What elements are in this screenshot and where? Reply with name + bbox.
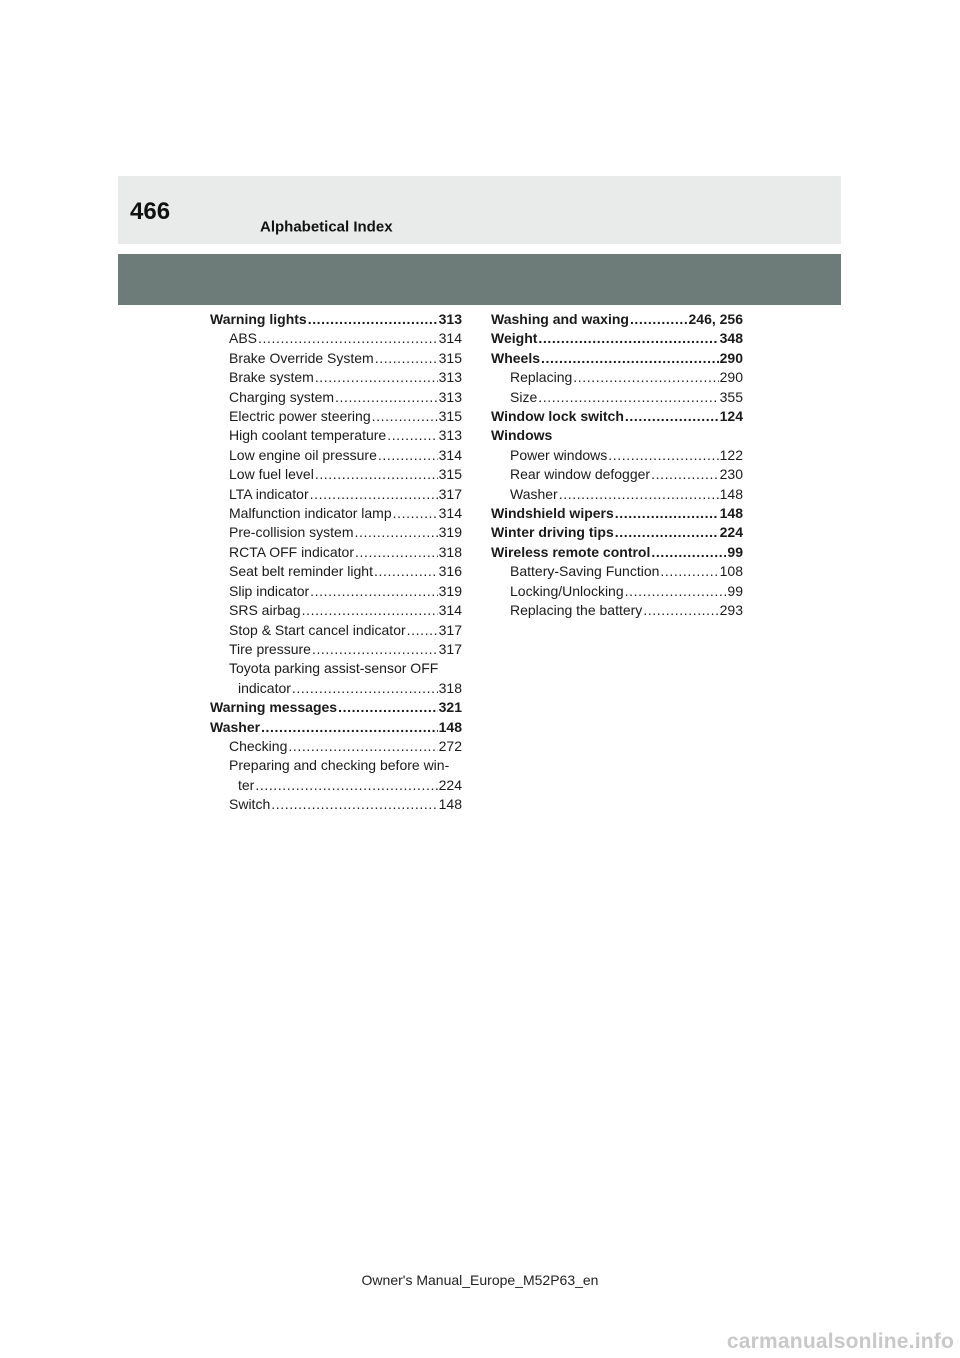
index-entry-label: Tire pressure — [229, 640, 311, 657]
index-entry-label: Weight — [491, 330, 538, 347]
index-entry-page: 318 — [438, 679, 462, 696]
index-entry-label: Replacing the battery — [510, 602, 643, 619]
dot-leader — [310, 485, 438, 504]
dot-leader — [338, 698, 438, 717]
index-entry-label: Seat belt reminder light — [229, 563, 373, 580]
index-entry-page: 317 — [438, 640, 462, 657]
index-entry[interactable] — [210, 446, 462, 465]
index-entry[interactable] — [491, 562, 743, 581]
index-entry-page: 314 — [438, 330, 462, 347]
index-entry-page: 314 — [438, 505, 462, 522]
index-entry-page: 313 — [438, 427, 462, 444]
index-entry-page: 148 — [719, 485, 743, 502]
index-entry[interactable] — [491, 485, 743, 504]
dot-leader — [355, 543, 438, 562]
index-entry-label: Slip indicator — [229, 582, 310, 599]
index-entry-page: 313 — [438, 369, 462, 386]
index-entry[interactable] — [210, 329, 462, 348]
index-entry-page: 314 — [438, 446, 462, 463]
index-entry-label: Washer — [210, 718, 261, 735]
dot-leader — [538, 388, 718, 407]
index-entry[interactable] — [210, 640, 462, 659]
section-title: Alphabetical Index — [260, 218, 393, 236]
dot-leader — [255, 776, 437, 795]
index-entry[interactable] — [210, 485, 462, 504]
index-entry[interactable] — [210, 426, 462, 445]
index-entry-page: 315 — [438, 349, 462, 366]
index-entry-label: Warning messages — [210, 699, 338, 716]
index-entry-label: Size — [510, 388, 538, 405]
dot-leader — [625, 407, 719, 426]
index-entry[interactable] — [210, 601, 462, 620]
index-entry-label: Windshield wipers — [491, 505, 614, 522]
dot-leader — [651, 465, 719, 484]
dot-leader — [393, 504, 438, 523]
index-entry-page: 148 — [719, 505, 743, 522]
dot-leader — [312, 640, 438, 659]
dot-leader — [374, 562, 438, 581]
index-entry-label: Wheels — [491, 349, 541, 366]
index-entry-page: 230 — [719, 466, 743, 483]
index-entry[interactable] — [210, 795, 462, 814]
index-entry[interactable] — [210, 698, 462, 717]
dot-leader — [335, 388, 438, 407]
dot-leader — [625, 582, 727, 601]
index-entry[interactable] — [210, 718, 462, 737]
index-entry-label: High coolant temperature — [229, 427, 387, 444]
index-entry-label: Switch — [229, 796, 271, 813]
index-entry[interactable] — [210, 776, 462, 795]
index-entry-label: Brake system — [229, 369, 314, 386]
index-entry[interactable] — [210, 504, 462, 523]
dot-leader — [615, 504, 719, 523]
index-entry-page: 317 — [438, 485, 462, 502]
index-entry-label: Brake Override System — [229, 349, 374, 366]
dot-leader — [261, 718, 438, 737]
index-entry: Toyota parking assist-sensor OFF — [229, 660, 439, 677]
index-entry-page: 313 — [438, 311, 462, 327]
dot-leader — [541, 349, 719, 368]
index-entry[interactable] — [491, 349, 743, 368]
index-entry-label: indicator — [238, 679, 291, 696]
index-entry[interactable] — [491, 582, 743, 601]
dot-leader — [538, 329, 718, 348]
index-entry-label: Window lock switch — [491, 408, 624, 425]
index-entry[interactable] — [491, 388, 743, 407]
index-entry-label: Electric power steering — [229, 408, 371, 425]
index-entry[interactable] — [491, 543, 743, 562]
index-entry[interactable] — [210, 737, 462, 756]
index-entry[interactable] — [491, 601, 743, 620]
dot-leader — [372, 407, 438, 426]
index-entry[interactable] — [210, 543, 462, 562]
index-entry-page: 355 — [719, 388, 743, 405]
index-entry-label: Winter driving tips — [491, 524, 614, 541]
dot-leader — [559, 485, 719, 504]
index-entry[interactable] — [491, 465, 743, 484]
index-entry[interactable] — [210, 388, 462, 407]
index-entry-page: 316 — [438, 563, 462, 580]
index-entry[interactable] — [210, 562, 462, 581]
dot-leader — [615, 523, 719, 542]
dot-leader — [651, 543, 726, 562]
index-entry-label: LTA indicator — [229, 485, 309, 502]
index-entry-label: Rear window defogger — [510, 466, 651, 483]
dot-leader — [387, 426, 437, 445]
index-entry-page: 348 — [719, 330, 743, 347]
index-entry-page: 272 — [438, 737, 462, 754]
index-entry[interactable] — [210, 679, 462, 698]
index-entry-page: 99 — [727, 582, 743, 599]
index-entry[interactable] — [491, 368, 743, 387]
index-entry-label: Washing and waxing — [491, 311, 629, 327]
index-entry-label: Low fuel level — [229, 466, 314, 483]
index-entry-page: 313 — [438, 388, 462, 405]
footer-manual-id: Owner's Manual_Europe_M52P63_en — [361, 1272, 599, 1288]
index-entry-page: 224 — [438, 776, 462, 793]
index-entry-page: 148 — [438, 796, 462, 813]
index-entry-label: Charging system — [229, 388, 335, 405]
dot-leader — [608, 446, 718, 465]
index-entry: Preparing and checking before win- — [229, 757, 450, 774]
dot-leader — [271, 795, 437, 814]
index-entry-page: 293 — [719, 602, 743, 619]
index-entry-label: Wireless remote control — [491, 543, 651, 560]
dot-leader — [643, 601, 718, 620]
index-entry-page: 317 — [438, 621, 462, 638]
index-entry-page: 314 — [438, 602, 462, 619]
index-entry[interactable] — [210, 310, 462, 329]
dot-leader — [308, 310, 438, 329]
index-entry[interactable] — [210, 621, 462, 640]
index-entry-label: Stop & Start cancel indicator — [229, 621, 406, 638]
index-entry-page: 290 — [719, 349, 743, 366]
index-entry-page: 318 — [438, 543, 462, 560]
index-entry-label: ter — [238, 776, 255, 793]
dot-leader — [258, 329, 438, 348]
index-entry-label: Battery-Saving Function — [510, 563, 660, 580]
page-number: 466 — [130, 198, 171, 225]
index-entry-label: Pre-collision system — [229, 524, 354, 541]
dot-leader — [660, 562, 718, 581]
header-band — [118, 176, 841, 244]
index-entry-label: ABS — [229, 330, 258, 347]
dot-leader — [407, 621, 438, 640]
index-entry[interactable] — [491, 446, 743, 465]
index-entry[interactable] — [210, 523, 462, 542]
index-entry-label: Replacing — [510, 369, 573, 386]
index-entry-page: 290 — [719, 369, 743, 386]
dot-leader — [315, 465, 438, 484]
index-entry[interactable] — [210, 465, 462, 484]
index-column-right — [491, 310, 743, 621]
index-entry-page: 224 — [719, 524, 743, 541]
index-entry-label: SRS airbag — [229, 602, 301, 619]
index-entry[interactable] — [491, 504, 743, 523]
index-entry-label: Washer — [510, 485, 558, 502]
index-entry[interactable] — [210, 582, 462, 601]
dot-leader — [375, 349, 438, 368]
index-entry[interactable] — [210, 368, 462, 387]
dot-leader — [302, 601, 438, 620]
index-entry-page: 122 — [719, 446, 743, 463]
index-entry-page: 319 — [438, 524, 462, 541]
watermark-logo: carmanualsonline.info — [726, 1330, 954, 1353]
index-entry-page: 321 — [438, 699, 462, 716]
index-entry-page: 124 — [719, 408, 743, 425]
index-entry[interactable] — [491, 523, 743, 542]
index-entry-page: 315 — [438, 466, 462, 483]
dot-leader — [630, 310, 688, 329]
dot-leader — [354, 523, 437, 542]
index-entry[interactable] — [491, 310, 743, 329]
index-entry[interactable] — [491, 329, 743, 348]
index-entry-label: Locking/Unlocking — [510, 582, 624, 599]
section-banner — [118, 254, 841, 305]
index-entry-label: Power windows — [510, 446, 608, 463]
index-entry-label: RCTA OFF indicator — [229, 543, 354, 560]
index-entry-page: 319 — [438, 582, 462, 599]
index-entry-page: 148 — [438, 718, 462, 735]
dot-leader — [288, 737, 437, 756]
index-entry[interactable] — [210, 407, 462, 426]
index-entry-label: Malfunction indicator lamp — [229, 505, 392, 522]
dot-leader — [573, 368, 718, 387]
index-entry[interactable] — [491, 407, 743, 426]
index-entry: Windows — [491, 427, 553, 444]
index-entry-page: 246, 256 — [688, 311, 743, 327]
index-entry-page: 99 — [727, 543, 743, 560]
dot-leader — [378, 446, 438, 465]
index-entry-label: Checking — [229, 737, 288, 754]
index-entry-page: 315 — [438, 408, 462, 425]
dot-leader — [292, 679, 438, 698]
index-entry[interactable] — [210, 349, 462, 368]
index-entry-label: Warning lights — [210, 311, 307, 327]
dot-leader — [310, 582, 437, 601]
index-entry-page: 108 — [719, 563, 743, 580]
index-column-left — [210, 310, 462, 815]
index-entry-label: Low engine oil pressure — [229, 446, 377, 463]
dot-leader — [315, 368, 438, 387]
